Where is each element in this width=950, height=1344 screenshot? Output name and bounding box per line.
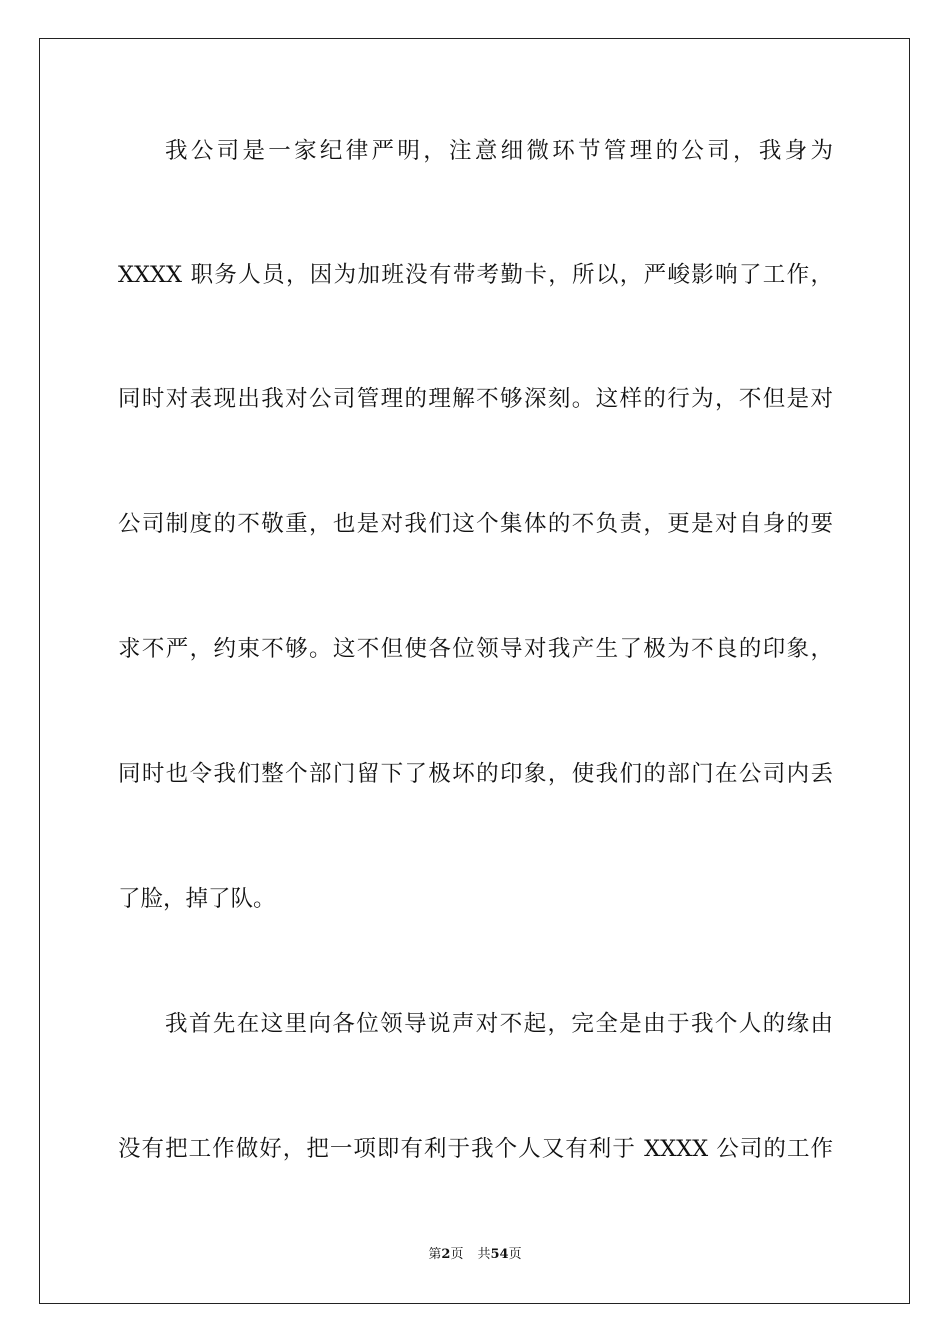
page-number: 2 xyxy=(441,1247,451,1262)
page-footer xyxy=(0,1246,950,1264)
paragraph-line: 同时对表现出我对公司管理的理解不够深刻。这样的行为，不但是对 xyxy=(118,386,833,412)
paragraph-line: 同时也令我们整个部门留下了极坏的印象，使我们的部门在公司内丢 xyxy=(118,761,833,787)
total-pages: 54 xyxy=(490,1247,509,1262)
paragraph-line: 求不严，约束不够。这不但使各位领导对我产生了极为不良的印象， xyxy=(118,636,833,662)
paragraph-line: 了脸，掉了队。 xyxy=(118,886,276,912)
page-border xyxy=(39,38,910,1304)
page-suffix: 页 xyxy=(450,1247,464,1262)
paragraph-line: 没有把工作做好，把一项即有利于我个人又有利于 XXXX 公司的工作 xyxy=(118,1136,833,1162)
paragraph-line: 公司制度的不敬重，也是对我们这个集体的不负责，更是对自身的要 xyxy=(118,511,833,537)
paragraph-line: 我首先在这里向各位领导说声对不起，完全是由于我个人的缘由 xyxy=(165,1011,833,1037)
total-prefix: 共 xyxy=(477,1247,491,1262)
paragraph-line: 我公司是一家纪律严明，注意细微环节管理的公司，我身为 xyxy=(165,138,833,164)
page-prefix: 第 xyxy=(428,1247,442,1262)
total-suffix: 页 xyxy=(508,1247,522,1262)
paragraph-line: XXXX 职务人员，因为加班没有带考勤卡，所以，严峻影响了工作， xyxy=(118,262,833,288)
